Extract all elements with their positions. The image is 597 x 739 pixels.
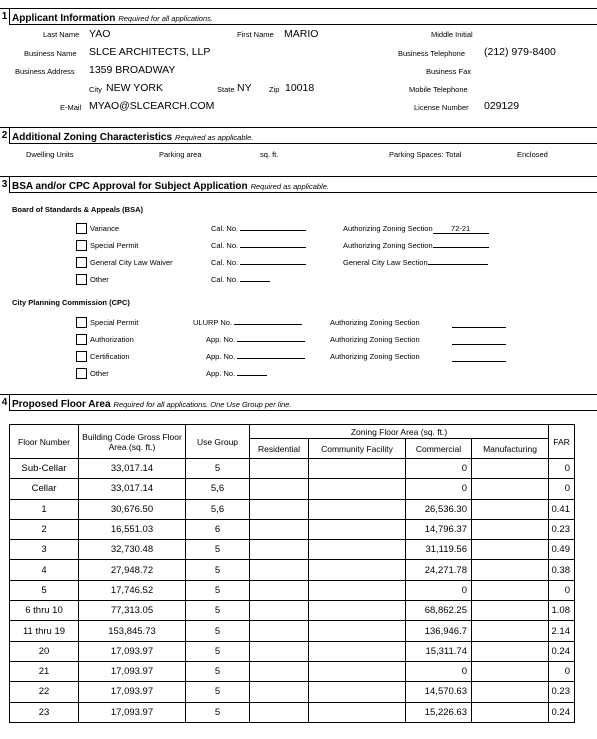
bcg-area-cell[interactable]: 77,313.05 [79,601,186,621]
floor-area-table-body [10,459,575,723]
general-city-law-waiver-checkbox[interactable] [76,257,87,268]
table-row [10,601,575,621]
middle-initial-label: Middle Initial [431,30,473,39]
residential-cell[interactable] [250,560,309,580]
manufacturing-cell[interactable] [472,459,549,479]
far-cell[interactable]: 0.41 [549,499,575,519]
state-field[interactable]: NY [237,82,252,94]
state-label: State [217,85,235,94]
section-3-bsa-cpc-approval [0,176,597,385]
far-cell[interactable]: 0.24 [549,702,575,722]
far-cell[interactable]: 0 [549,459,575,479]
app-no-text: App. No. [206,352,236,361]
manufacturing-header: Manufacturing [472,439,549,459]
floor-number-cell[interactable]: Sub-Cellar [10,459,79,479]
divider [9,143,597,144]
business-telephone-label: Business Telephone [398,49,465,58]
authorizing-zoning-section-field[interactable] [452,344,506,345]
residential-cell[interactable] [250,540,309,560]
authorizing-zoning-section-label [330,352,420,361]
residential-cell[interactable] [250,519,309,539]
cal-no-text: Cal. No. [211,241,239,250]
cal-no-text: Cal. No. [211,258,239,267]
authorizing-zoning-section-label [330,335,420,344]
floor-number-cell[interactable]: 23 [10,702,79,722]
first-name-field[interactable]: MARIO [284,28,319,40]
authorization-checkbox[interactable] [76,334,87,345]
use-group-cell[interactable]: 5 [186,540,250,560]
authorizing-zoning-section-field[interactable] [452,327,506,328]
commercial-cell[interactable]: 68,862.25 [406,601,472,621]
auth-text: Authorizing Zoning Section [330,352,420,361]
table-row [10,682,575,702]
cal-no-field[interactable] [240,230,306,231]
cal-no-text: Cal. No. [211,275,239,284]
app-no-label [206,369,267,378]
far-header: FAR [549,425,575,459]
far-cell[interactable]: 0.38 [549,560,575,580]
bsa-cal-no-label [211,275,270,284]
cpc-special-permit-label: Special Permit [90,318,139,327]
section-note: Required for all applications. [118,14,213,23]
community-facility-cell[interactable] [309,702,406,722]
mobile-telephone-label: Mobile Telephone [409,85,468,94]
section-title-text: Applicant Information [12,13,116,24]
floor-number-cell[interactable]: 22 [10,682,79,702]
use-group-cell[interactable]: 5,6 [186,479,250,499]
app-no-text: App. No. [206,369,236,378]
use-group-cell[interactable]: 5,6 [186,499,250,519]
manufacturing-cell[interactable] [472,580,549,600]
use-group-cell[interactable]: 6 [186,519,250,539]
floor-area-table [9,424,575,723]
community-facility-cell[interactable] [309,580,406,600]
table-row [10,540,575,560]
section-number: 3 [0,177,10,192]
use-group-header: Use Group [186,425,250,459]
bcg-area-cell[interactable]: 33,017.14 [79,479,186,499]
bcg-area-cell[interactable]: 153,845.73 [79,621,186,641]
bsa-cal-no-label [211,224,306,233]
cal-no-text: Cal. No. [211,224,239,233]
auth-text: Authorizing Zoning Section [343,224,433,233]
auth-text: Authorizing Zoning Section [343,241,433,250]
table-row [10,702,575,722]
floor-number-cell[interactable]: 1 [10,499,79,519]
manufacturing-cell[interactable] [472,519,549,539]
commercial-cell[interactable]: 0 [406,580,472,600]
section-1-applicant-information [0,8,597,121]
business-address-field[interactable]: 1359 BROADWAY [89,64,176,76]
authorizing-zoning-section-label [330,318,420,327]
city-label: City [89,85,102,94]
use-group-cell[interactable]: 5 [186,621,250,641]
dwelling-units-label: Dwelling Units [26,150,74,159]
table-row [10,580,575,600]
ulurp-no-label [193,318,302,327]
last-name-field[interactable]: YAO [89,28,111,40]
cpc-special-permit-checkbox[interactable] [76,317,87,328]
bcg-area-cell[interactable]: 32,730.48 [79,540,186,560]
use-group-cell[interactable]: 5 [186,601,250,621]
general-city-law-section-label [343,258,488,267]
table-row [10,479,575,499]
bsa-special-permit-label: Special Permit [90,241,139,250]
community-facility-cell[interactable] [309,601,406,621]
far-cell[interactable]: 0 [549,661,575,681]
floor-number-cell[interactable]: 2 [10,519,79,539]
commercial-cell[interactable]: 136,946.7 [406,621,472,641]
bcg-area-cell[interactable]: 17,093.97 [79,702,186,722]
community-facility-cell[interactable] [309,641,406,661]
bsa-other-label: Other [90,275,109,284]
table-row [10,459,575,479]
far-cell[interactable]: 0 [549,580,575,600]
community-facility-cell[interactable] [309,519,406,539]
business-name-field[interactable]: SLCE ARCHITECTS, LLP [89,46,211,58]
divider [9,192,597,193]
far-cell[interactable]: 0 [549,479,575,499]
table-row [10,621,575,641]
commercial-cell[interactable]: 15,226.63 [406,702,472,722]
bcg-area-cell[interactable]: 16,551.03 [79,519,186,539]
section-title-text: Additional Zoning Characteristics [12,132,173,143]
residential-cell[interactable] [250,702,309,722]
cpc-heading: City Planning Commission (CPC) [12,298,130,307]
parking-spaces-total-label: Parking Spaces: Total [389,150,462,159]
bcg-area-cell[interactable]: 27,948.72 [79,560,186,580]
far-cell[interactable]: 0.23 [549,519,575,539]
commercial-cell[interactable]: 0 [406,459,472,479]
floor-number-cell[interactable]: 3 [10,540,79,560]
cpc-other-label: Other [90,369,109,378]
business-telephone-field[interactable]: (212) 979-8400 [484,46,556,58]
floor-number-cell[interactable]: Cellar [10,479,79,499]
community-facility-cell[interactable] [309,621,406,641]
table-row [10,499,575,519]
far-cell[interactable]: 0.49 [549,540,575,560]
certification-checkbox[interactable] [76,351,87,362]
certification-label: Certification [90,352,130,361]
community-facility-cell[interactable] [309,479,406,499]
last-name-label: Last Name [43,30,80,39]
bsa-heading: Board of Standards & Appeals (BSA) [12,205,143,214]
residential-cell[interactable] [250,459,309,479]
section-note: Required for all applications. One Use Group per line. [113,400,292,409]
section-4-proposed-floor-area [0,394,597,411]
community-facility-cell[interactable] [309,661,406,681]
commercial-cell[interactable]: 0 [406,661,472,681]
general-city-law-waiver-label: General City Law Waiver [90,258,173,267]
cal-no-field[interactable] [240,264,306,265]
far-cell[interactable]: 0.23 [549,682,575,702]
commercial-cell[interactable]: 14,570.63 [406,682,472,702]
table-row [10,641,575,661]
first-name-label: First Name [237,30,274,39]
table-row [10,560,575,580]
bcg-area-cell[interactable]: 30,676.50 [79,499,186,519]
section-title-text: Proposed Floor Area [12,399,111,410]
commercial-header: Commercial [406,439,472,459]
commercial-cell[interactable]: 26,536.30 [406,499,472,519]
manufacturing-cell[interactable] [472,601,549,621]
community-facility-header: Community Facility [309,439,406,459]
manufacturing-cell[interactable] [472,621,549,641]
bcg-area-cell[interactable]: 17,093.97 [79,641,186,661]
table-row [10,661,575,681]
app-no-field[interactable] [237,358,305,359]
section-number: 2 [0,128,10,143]
manufacturing-cell[interactable] [472,682,549,702]
section-title-text: BSA and/or CPC Approval for Subject Application [12,181,248,192]
bcg-area-cell[interactable]: 17,746.52 [79,580,186,600]
authorizing-zoning-section-label [343,241,489,250]
residential-cell[interactable] [250,580,309,600]
enclosed-label: Enclosed [517,150,548,159]
manufacturing-cell[interactable] [472,540,549,560]
residential-header: Residential [250,439,309,459]
section-note: Required as applicable. [250,182,329,191]
divider [9,24,597,25]
auth-text: Authorizing Zoning Section [330,335,420,344]
residential-cell[interactable] [250,499,309,519]
cal-no-field[interactable] [240,247,306,248]
table-row [10,519,575,539]
email-field[interactable]: MYAO@SLCEARCH.COM [89,100,215,112]
section-note: Required as applicable. [175,133,254,142]
commercial-cell[interactable]: 14,796.37 [406,519,472,539]
section-number: 4 [0,395,10,410]
variance-label: Variance [90,224,120,233]
commercial-cell[interactable]: 15,311.74 [406,641,472,661]
bsa-special-permit-checkbox[interactable] [76,240,87,251]
floor-number-cell[interactable]: 21 [10,661,79,681]
floor-number-cell[interactable]: 5 [10,580,79,600]
cpc-other-checkbox[interactable] [76,368,87,379]
floor-number-cell[interactable]: 6 thru 10 [10,601,79,621]
authorizing-zoning-section-field[interactable] [433,247,489,248]
app-no-label [206,352,305,361]
bsa-other-checkbox[interactable] [76,274,87,285]
auth-text: Authorizing Zoning Section [330,318,420,327]
commercial-cell[interactable]: 31,119.56 [406,540,472,560]
residential-cell[interactable] [250,601,309,621]
use-group-cell[interactable]: 5 [186,661,250,681]
zip-field[interactable]: 10018 [285,82,315,94]
business-name-label: Business Name [24,49,77,58]
authorizing-zoning-section-field[interactable]: 72-21 [433,224,489,234]
community-facility-cell[interactable] [309,560,406,580]
section-2-zoning-characteristics [0,127,597,164]
far-cell[interactable]: 1.08 [549,601,575,621]
use-group-cell[interactable]: 5 [186,560,250,580]
far-cell[interactable]: 0.24 [549,641,575,661]
use-group-cell[interactable]: 5 [186,682,250,702]
use-group-cell[interactable]: 5 [186,702,250,722]
commercial-cell[interactable]: 24,271.78 [406,560,472,580]
variance-checkbox[interactable] [76,223,87,234]
authorizing-zoning-section-field[interactable] [452,361,506,362]
license-number-label: License Number [414,103,469,112]
ulurp-no-field[interactable] [234,324,302,325]
floor-number-header: Floor Number [10,425,79,459]
residential-cell[interactable] [250,641,309,661]
manufacturing-cell[interactable] [472,479,549,499]
auth-text: General City Law Section [343,258,428,267]
bcg-area-cell[interactable]: 33,017.14 [79,459,186,479]
parking-area-label: Parking area [159,150,202,159]
general-city-law-section-field[interactable] [428,264,488,265]
app-no-field[interactable] [237,375,267,376]
business-address-label: Business Address [15,67,75,76]
residential-cell[interactable] [250,661,309,681]
zoning-floor-area-header: Zoning Floor Area (sq. ft.) [250,425,549,439]
use-group-cell[interactable]: 5 [186,459,250,479]
manufacturing-cell[interactable] [472,641,549,661]
community-facility-cell[interactable] [309,682,406,702]
sq-ft-label: sq. ft. [260,150,279,159]
floor-number-cell[interactable]: 11 thru 19 [10,621,79,641]
cal-no-field[interactable] [240,281,270,282]
residential-cell[interactable] [250,621,309,641]
community-facility-cell[interactable] [309,459,406,479]
manufacturing-cell[interactable] [472,560,549,580]
manufacturing-cell[interactable] [472,499,549,519]
floor-number-cell[interactable]: 4 [10,560,79,580]
email-label: E-Mail [60,103,82,112]
divider [9,410,597,411]
section-number: 1 [0,9,10,24]
floor-number-cell[interactable]: 20 [10,641,79,661]
commercial-cell[interactable]: 0 [406,479,472,499]
bcg-floor-area-header: Building Code Gross Floor Area (sq. ft.) [79,425,186,459]
license-number-field[interactable]: 029129 [484,100,520,112]
bcg-area-cell[interactable]: 17,093.97 [79,682,186,702]
zip-label: Zip [269,85,280,94]
app-no-field[interactable] [237,341,305,342]
app-no-text: App. No. [206,335,236,344]
community-facility-cell[interactable] [309,540,406,560]
residential-cell[interactable] [250,479,309,499]
ulurp-no-text: ULURP No. [193,318,233,327]
app-no-label [206,335,305,344]
bsa-cal-no-label [211,258,306,267]
business-fax-label: Business Fax [426,67,472,76]
residential-cell[interactable] [250,682,309,702]
city-field[interactable]: NEW YORK [106,82,163,94]
use-group-cell[interactable]: 5 [186,641,250,661]
bsa-cal-no-label [211,241,306,250]
authorizing-zoning-section-label [343,224,489,234]
far-cell[interactable]: 2.14 [549,621,575,641]
manufacturing-cell[interactable] [472,702,549,722]
bcg-area-cell[interactable]: 17,093.97 [79,661,186,681]
use-group-cell[interactable]: 5 [186,580,250,600]
community-facility-cell[interactable] [309,499,406,519]
manufacturing-cell[interactable] [472,661,549,681]
authorization-label: Authorization [90,335,134,344]
